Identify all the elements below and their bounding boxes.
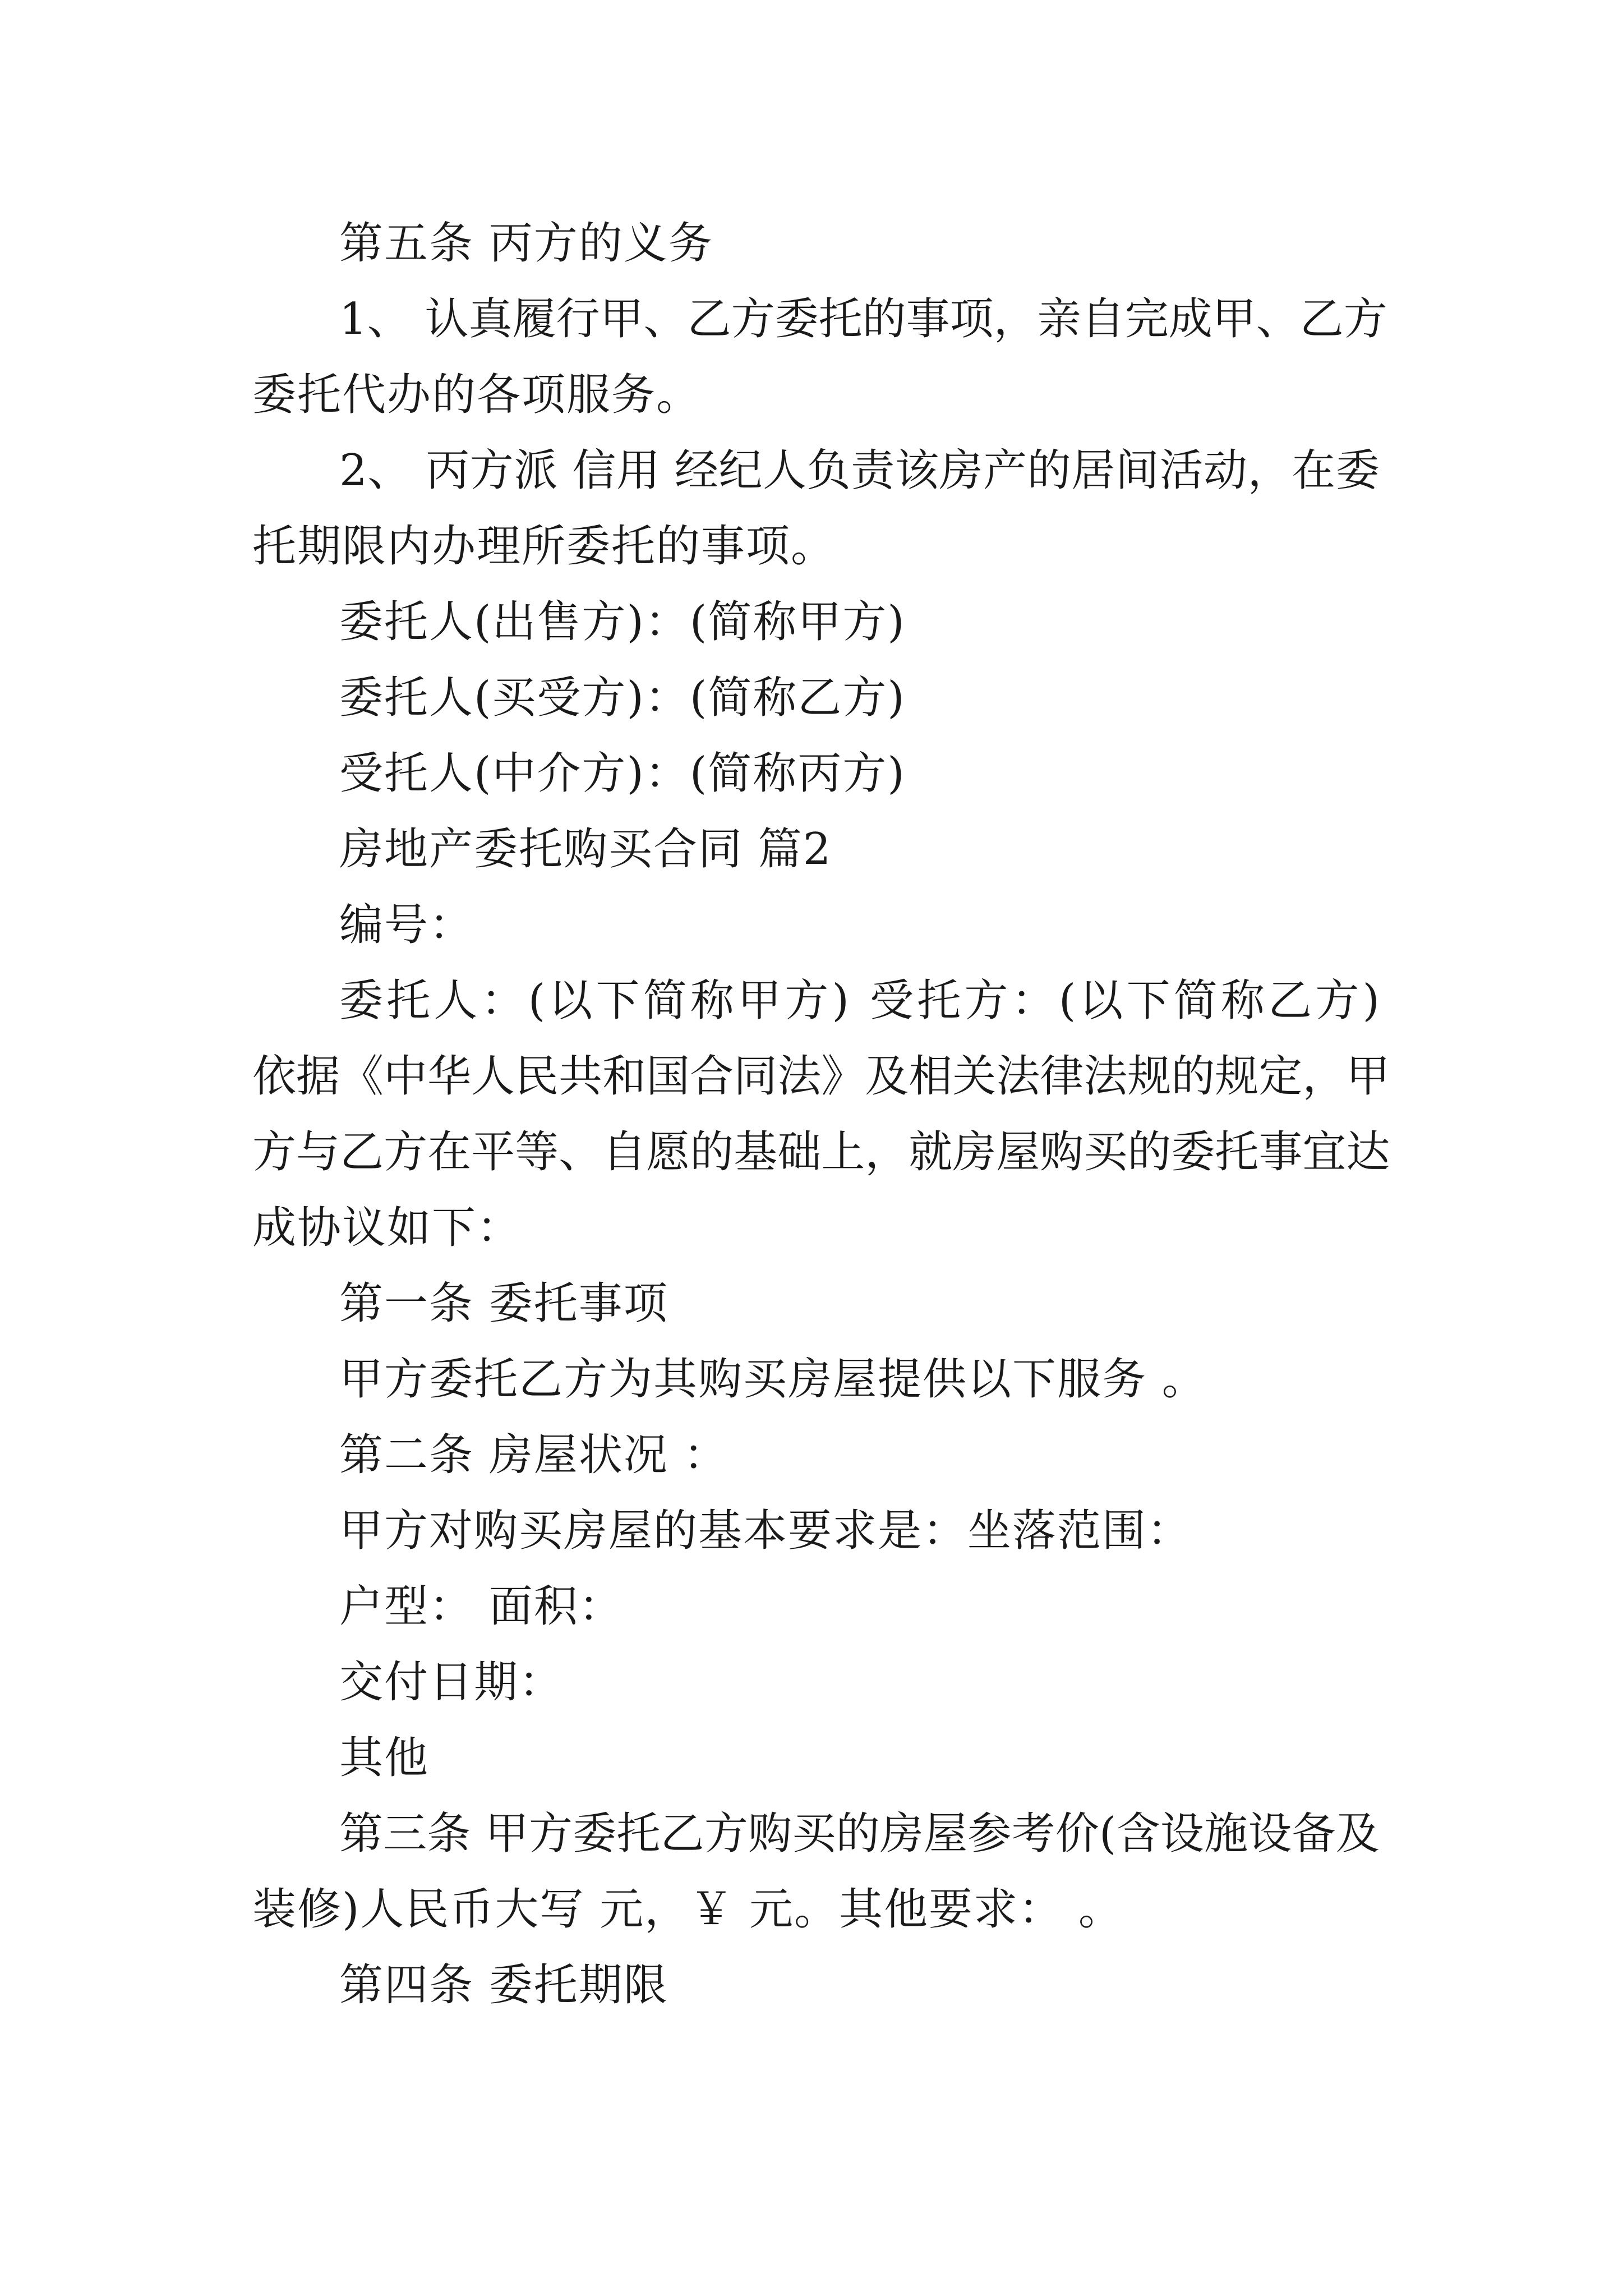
clause-1-line-2: 委托代办的各项服务。 [252,370,702,420]
article-2-requirements: 甲方对购买房屋的基本要求是：坐落范围： [339,1506,1192,1556]
article-1-heading: 第一条 委托事项 [339,1278,668,1329]
preamble-line-1: 依 据 《 中 华 人 民 共 和 国 合 同 法 》 及 相 关 法 律 法 规 的 规 定 ， 甲 [252,1051,1390,1102]
article-4-heading: 第四条 委托期限 [339,1960,668,2010]
party-buyer-line: 委托人(买受方)：(简称乙方) [339,673,906,723]
article-3-line-2: 装修)人民币大写 元，￥ 元。其他要求： 。 [252,1884,1123,1935]
article-2-heading: 第二条 房屋状况 ： [339,1430,728,1480]
party-seller-line: 委托人(出售方)：(简称甲方) [339,597,906,647]
article-5-heading: 第五条 丙方的义务 [339,218,713,269]
article-3-line-1: 第 三 条 甲 方 委 托 乙 方 购 买 的 房 屋 参 考 价 ( 含 设 施 设 备 及 [339,1809,1380,1859]
article-2-delivery-date: 交付日期： [339,1657,564,1708]
contract-number: 编号： [339,900,474,950]
clause-2-line-2: 托期限内办理所委托的事项。 [252,521,836,572]
preamble-line-2: 方 与 乙 方 在 平 等 、 自 愿 的 基 础 上 ， 就 房 屋 购 买 的 委 托 事 宜 达 [252,1127,1390,1177]
article-1-body: 甲方委托乙方为其购买房屋提供以下服务 。 [339,1354,1207,1405]
preamble-line-3: 成协议如下： [252,1203,522,1253]
clause-1-line-1: 1 、 认 真 履 行 甲 、 乙 方 委 托 的 事 项 ， 亲 自 完 成 甲 、 乙 方 [339,294,1387,344]
parties-line: 委 托 人 ： ( 以 下 简 称 甲 方 ) 受 托 方 ： ( 以 下 简 称 乙 方 ) [339,976,1380,1026]
contract-title: 房地产委托购买合同 篇2 [339,824,832,875]
article-2-other: 其他 [339,1733,430,1783]
party-agent-line: 受托人(中介方)：(简称丙方) [339,748,906,799]
clause-2-line-1: 2 、 丙 方 派 信 用 经 纪 人 负 责 该 房 产 的 居 间 活 动 ， 在 委 [339,445,1380,496]
article-2-layout-area: 户型： 面积： [339,1581,624,1632]
